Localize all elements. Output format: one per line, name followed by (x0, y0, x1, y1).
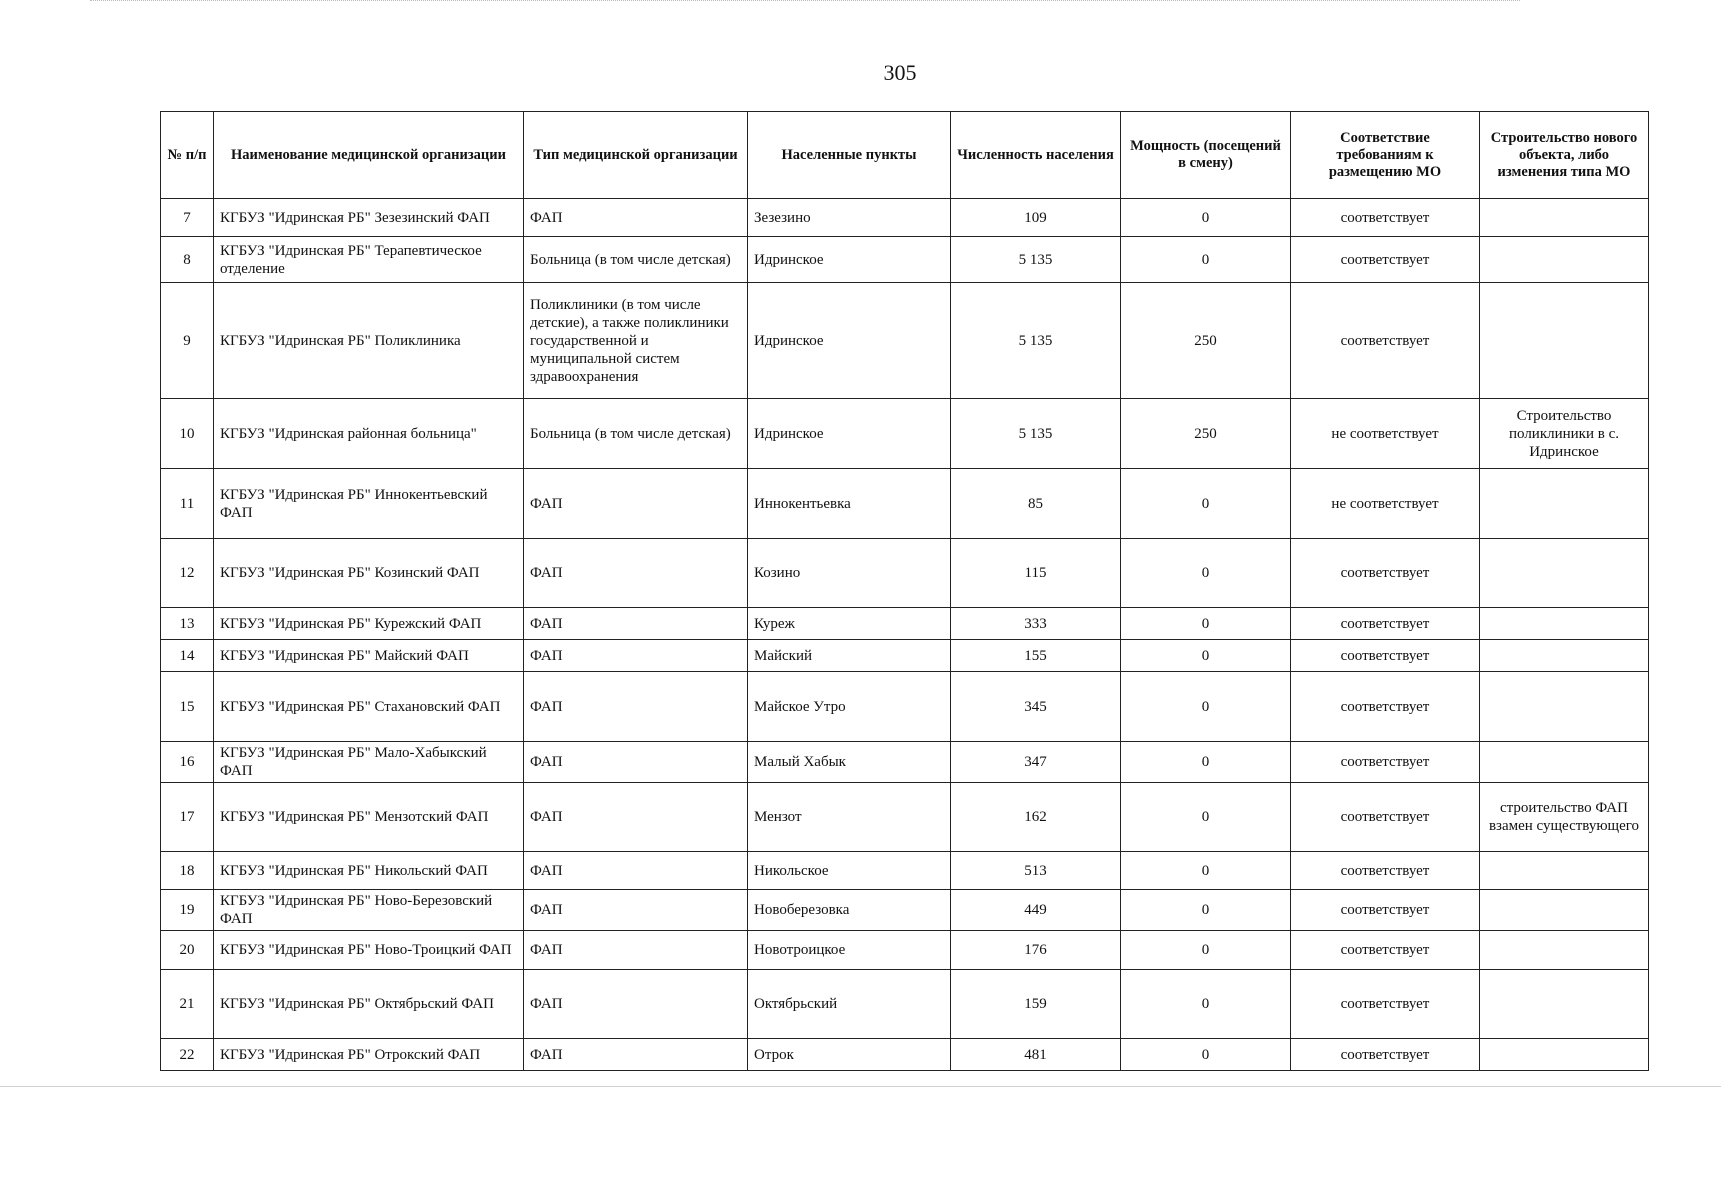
organization-type-cell: ФАП (524, 199, 748, 237)
scan-edge-top (90, 0, 1520, 2)
compliance-cell: соответствует (1291, 672, 1480, 742)
row-number-cell: 19 (161, 890, 214, 931)
settlement-cell: Майское Утро (748, 672, 951, 742)
row-number-cell: 8 (161, 237, 214, 283)
table-row (161, 890, 1649, 931)
capacity-cell: 0 (1121, 852, 1291, 890)
population-cell: 85 (951, 469, 1121, 539)
organization-name-cell: КГБУЗ "Идринская РБ" Октябрьский ФАП (214, 970, 524, 1039)
row-number-cell: 9 (161, 283, 214, 399)
settlement-cell: Майский (748, 640, 951, 672)
capacity-cell: 0 (1121, 931, 1291, 970)
construction-cell (1480, 608, 1649, 640)
header-number: № п/п (161, 112, 214, 199)
table-row (161, 399, 1649, 469)
settlement-cell: Малый Хабык (748, 742, 951, 783)
population-cell: 115 (951, 539, 1121, 608)
compliance-cell: соответствует (1291, 890, 1480, 931)
table-row (161, 852, 1649, 890)
settlement-cell: Мензот (748, 783, 951, 852)
population-cell: 333 (951, 608, 1121, 640)
construction-cell (1480, 852, 1649, 890)
medical-organizations-table (160, 111, 1649, 1071)
settlement-cell: Октябрьский (748, 970, 951, 1039)
organization-type-cell: ФАП (524, 783, 748, 852)
population-cell: 159 (951, 970, 1121, 1039)
compliance-cell: соответствует (1291, 283, 1480, 399)
header-construction: Строительство нового объекта, либо изменения типа МО (1480, 112, 1649, 199)
population-cell: 5 135 (951, 399, 1121, 469)
table-row (161, 742, 1649, 783)
organization-name-cell: КГБУЗ "Идринская районная больница" (214, 399, 524, 469)
settlement-cell: Новоберезовка (748, 890, 951, 931)
capacity-cell: 0 (1121, 970, 1291, 1039)
compliance-cell: не соответствует (1291, 469, 1480, 539)
capacity-cell: 0 (1121, 469, 1291, 539)
compliance-cell: соответствует (1291, 970, 1480, 1039)
table-row (161, 199, 1649, 237)
table-row (161, 672, 1649, 742)
organization-type-cell: Больница (в том числе детская) (524, 399, 748, 469)
construction-cell (1480, 931, 1649, 970)
capacity-cell: 0 (1121, 199, 1291, 237)
organization-type-cell: ФАП (524, 1039, 748, 1071)
table-row (161, 1039, 1649, 1071)
capacity-cell: 0 (1121, 783, 1291, 852)
organization-name-cell: КГБУЗ "Идринская РБ" Зезезинский ФАП (214, 199, 524, 237)
table-row (161, 539, 1649, 608)
row-number-cell: 7 (161, 199, 214, 237)
organization-name-cell: КГБУЗ "Идринская РБ" Иннокентьевский ФАП (214, 469, 524, 539)
capacity-cell: 0 (1121, 742, 1291, 783)
row-number-cell: 12 (161, 539, 214, 608)
settlement-cell: Отрок (748, 1039, 951, 1071)
population-cell: 162 (951, 783, 1121, 852)
organization-type-cell: ФАП (524, 931, 748, 970)
row-number-cell: 14 (161, 640, 214, 672)
capacity-cell: 0 (1121, 890, 1291, 931)
construction-cell (1480, 199, 1649, 237)
row-number-cell: 18 (161, 852, 214, 890)
organization-name-cell: КГБУЗ "Идринская РБ" Никольский ФАП (214, 852, 524, 890)
construction-cell: строительство ФАП взамен существующего (1480, 783, 1649, 852)
compliance-cell: не соответствует (1291, 399, 1480, 469)
population-cell: 347 (951, 742, 1121, 783)
organization-type-cell: ФАП (524, 970, 748, 1039)
organization-name-cell: КГБУЗ "Идринская РБ" Стахановский ФАП (214, 672, 524, 742)
population-cell: 513 (951, 852, 1121, 890)
table-row (161, 783, 1649, 852)
organization-name-cell: КГБУЗ "Идринская РБ" Ново-Троицкий ФАП (214, 931, 524, 970)
table-row (161, 469, 1649, 539)
organization-name-cell: КГБУЗ "Идринская РБ" Козинский ФАП (214, 539, 524, 608)
organization-name-cell: КГБУЗ "Идринская РБ" Майский ФАП (214, 640, 524, 672)
organization-type-cell: Поликлиники (в том числе детские), а также поликлиники государственной и муниципальной систем здравоохранения (524, 283, 748, 399)
compliance-cell: соответствует (1291, 608, 1480, 640)
settlement-cell: Новотроицкое (748, 931, 951, 970)
population-cell: 449 (951, 890, 1121, 931)
organization-name-cell: КГБУЗ "Идринская РБ" Отрокский ФАП (214, 1039, 524, 1071)
organization-type-cell: ФАП (524, 640, 748, 672)
row-number-cell: 20 (161, 931, 214, 970)
organization-name-cell: КГБУЗ "Идринская РБ" Терапевтическое отделение (214, 237, 524, 283)
row-number-cell: 16 (161, 742, 214, 783)
table-row (161, 237, 1649, 283)
table-body (161, 199, 1649, 1071)
row-number-cell: 17 (161, 783, 214, 852)
scan-edge-bottom (0, 1086, 1721, 1088)
construction-cell (1480, 672, 1649, 742)
settlement-cell: Идринское (748, 237, 951, 283)
compliance-cell: соответствует (1291, 931, 1480, 970)
settlement-cell: Иннокентьевка (748, 469, 951, 539)
organization-name-cell: КГБУЗ "Идринская РБ" Мензотский ФАП (214, 783, 524, 852)
capacity-cell: 0 (1121, 672, 1291, 742)
construction-cell (1480, 1039, 1649, 1071)
organization-name-cell: КГБУЗ "Идринская РБ" Ново-Березовский ФАП (214, 890, 524, 931)
compliance-cell: соответствует (1291, 852, 1480, 890)
settlement-cell: Зезезино (748, 199, 951, 237)
population-cell: 109 (951, 199, 1121, 237)
organization-name-cell: КГБУЗ "Идринская РБ" Курежский ФАП (214, 608, 524, 640)
table-header-row (161, 112, 1649, 199)
settlement-cell: Козино (748, 539, 951, 608)
header-settlements: Населенные пункты (748, 112, 951, 199)
construction-cell (1480, 640, 1649, 672)
population-cell: 176 (951, 931, 1121, 970)
construction-cell (1480, 237, 1649, 283)
compliance-cell: соответствует (1291, 640, 1480, 672)
population-cell: 5 135 (951, 237, 1121, 283)
capacity-cell: 0 (1121, 608, 1291, 640)
settlement-cell: Идринское (748, 399, 951, 469)
table-row (161, 283, 1649, 399)
page-number: 305 (883, 60, 917, 85)
row-number-cell: 11 (161, 469, 214, 539)
organization-type-cell: ФАП (524, 852, 748, 890)
population-cell: 5 135 (951, 283, 1121, 399)
organization-type-cell: ФАП (524, 672, 748, 742)
capacity-cell: 0 (1121, 640, 1291, 672)
header-organization-type: Тип медицинской организации (524, 112, 748, 199)
organization-name-cell: КГБУЗ "Идринская РБ" Поликлиника (214, 283, 524, 399)
capacity-cell: 250 (1121, 283, 1291, 399)
organization-type-cell: ФАП (524, 469, 748, 539)
capacity-cell: 0 (1121, 237, 1291, 283)
population-cell: 155 (951, 640, 1121, 672)
row-number-cell: 22 (161, 1039, 214, 1071)
settlement-cell: Никольское (748, 852, 951, 890)
organization-type-cell: ФАП (524, 742, 748, 783)
compliance-cell: соответствует (1291, 199, 1480, 237)
table-row (161, 608, 1649, 640)
header-organization-name: Наименование медицинской организации (214, 112, 524, 199)
row-number-cell: 15 (161, 672, 214, 742)
construction-cell (1480, 283, 1649, 399)
row-number-cell: 21 (161, 970, 214, 1039)
header-compliance: Соответствие требованиям к размещению МО (1291, 112, 1480, 199)
header-capacity: Мощность (посещений в смену) (1121, 112, 1291, 199)
settlement-cell: Куреж (748, 608, 951, 640)
compliance-cell: соответствует (1291, 539, 1480, 608)
capacity-cell: 0 (1121, 539, 1291, 608)
organization-type-cell: ФАП (524, 608, 748, 640)
table-row (161, 931, 1649, 970)
compliance-cell: соответствует (1291, 742, 1480, 783)
construction-cell: Строительство поликлиники в с. Идринское (1480, 399, 1649, 469)
organization-type-cell: ФАП (524, 890, 748, 931)
capacity-cell: 0 (1121, 1039, 1291, 1071)
organization-type-cell: ФАП (524, 539, 748, 608)
organization-name-cell: КГБУЗ "Идринская РБ" Мало-Хабыкский ФАП (214, 742, 524, 783)
header-population: Численность населения (951, 112, 1121, 199)
row-number-cell: 10 (161, 399, 214, 469)
construction-cell (1480, 742, 1649, 783)
construction-cell (1480, 970, 1649, 1039)
construction-cell (1480, 469, 1649, 539)
table-row (161, 970, 1649, 1039)
organization-type-cell: Больница (в том числе детская) (524, 237, 748, 283)
compliance-cell: соответствует (1291, 1039, 1480, 1071)
construction-cell (1480, 539, 1649, 608)
table-row (161, 640, 1649, 672)
capacity-cell: 250 (1121, 399, 1291, 469)
compliance-cell: соответствует (1291, 237, 1480, 283)
settlement-cell: Идринское (748, 283, 951, 399)
population-cell: 481 (951, 1039, 1121, 1071)
row-number-cell: 13 (161, 608, 214, 640)
construction-cell (1480, 890, 1649, 931)
population-cell: 345 (951, 672, 1121, 742)
compliance-cell: соответствует (1291, 783, 1480, 852)
